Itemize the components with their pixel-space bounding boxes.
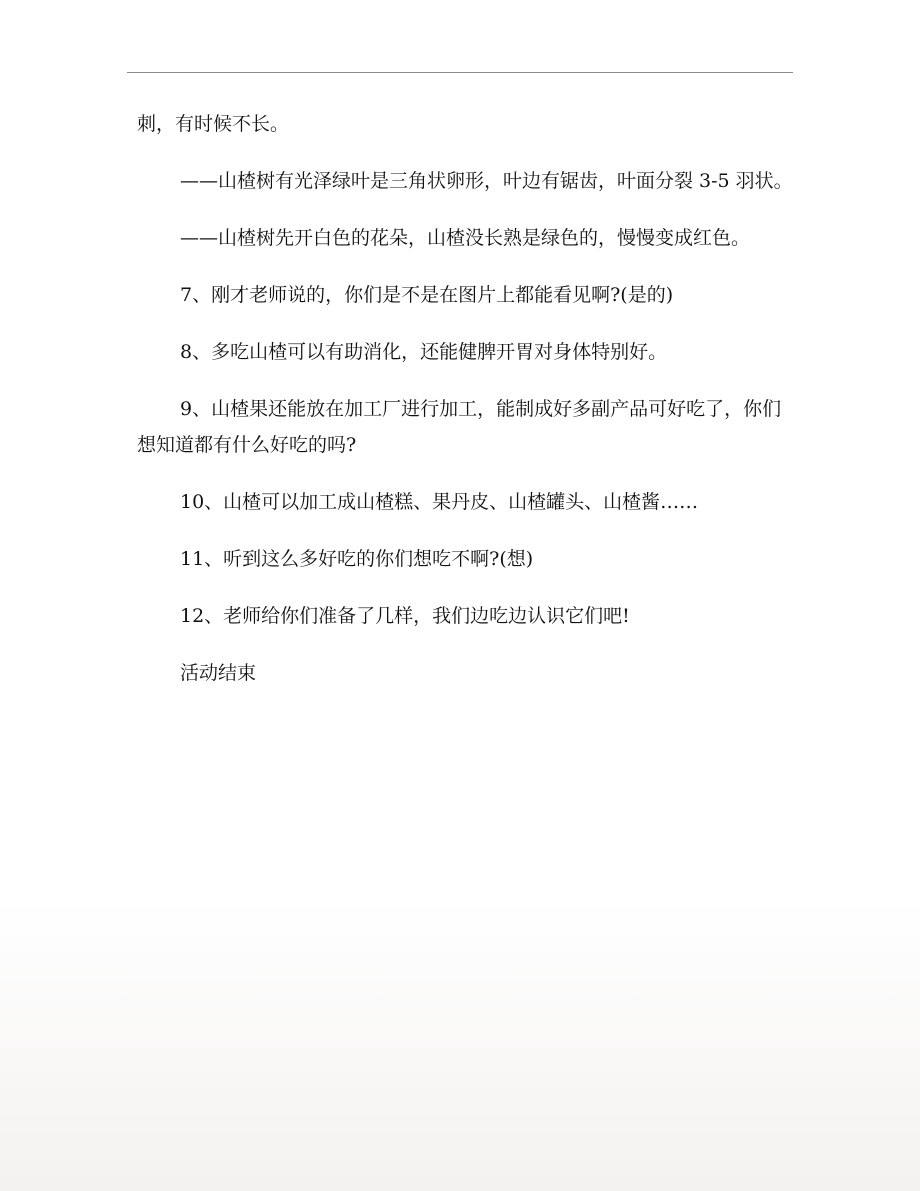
- paragraph-step-10: 10、山楂可以加工成山楂糕、果丹皮、山楂罐头、山楂酱……: [180, 491, 699, 513]
- header-divider: [127, 72, 793, 73]
- document-body: [137, 106, 793, 712]
- paragraph-step-9: 9、山楂果还能放在加工厂进行加工，能制成好多副产品可好吃了，你们想知道都有什么好吃的吗?: [137, 398, 782, 456]
- paragraph-step-12: 12、老师给你们准备了几样，我们边吃边认识它们吧!: [180, 605, 630, 627]
- paragraph-leaf-description: ——山楂树有光泽绿叶是三角状卵形，叶边有锯齿，叶面分裂 3-5 羽状。: [180, 170, 793, 192]
- paragraph-activity-end: 活动结束: [180, 662, 257, 684]
- paragraph-flower-description: ——山楂树先开白色的花朵，山楂没长熟是绿色的，慢慢变成红色。: [180, 227, 751, 249]
- paragraph-continuation: 刺，有时候不长。: [137, 113, 290, 135]
- paragraph-step-7: 7、刚才老师说的，你们是不是在图片上都能看见啊?(是的): [180, 284, 674, 306]
- paragraph-step-11: 11、听到这么多好吃的你们想吃不啊?(想): [180, 548, 534, 570]
- paragraph-step-8: 8、多吃山楂可以有助消化，还能健脾开胃对身体特别好。: [180, 341, 668, 363]
